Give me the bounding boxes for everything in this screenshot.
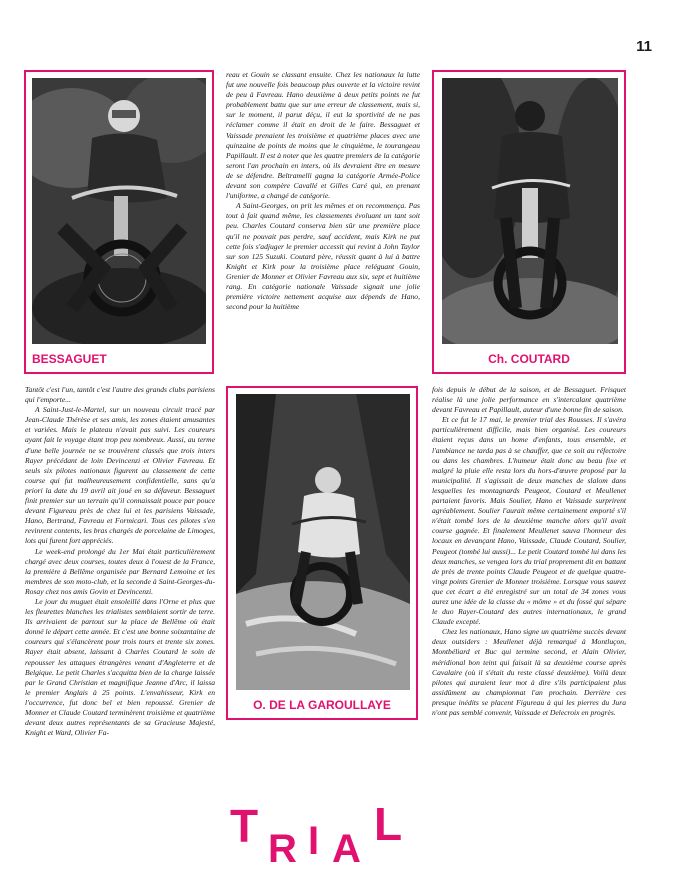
paragraph: Le week-end prolongé du 1er Mai était particulièrement chargé avec deux courses, toutes deux à l'ouest de la France, la première à Bellême organisée par Bernard Lemoine et les membres de son moto-club, et la seconde à Saint-Georges-du-Rosay chez nos amis Govin et Devincenzi. [25,546,215,596]
trial-letter-t: T [230,800,259,852]
paragraph: fois depuis le début de la saison, et de Bessaguet. Frisquet réalise là une jolie performance en s'intercalant quatrième devant Favreau et Papillault, auteur d'une bonne fin de saison. [432,385,626,415]
paragraph: A Saint-Just-le-Martel, sur un nouveau circuit tracé par Jean-Claude Thérèse et ses amis, les zones étaient amusantes et variées. Mais le plateau n'avait pas suivi. Les coureurs ayant fait le voyage étant trop peu nombreux. Aussi, au terme d'une belle journée ne se trouvèrent classés que trois inters Rayer précédant de loin Devincenzi et Olivier Favreau. Et seuls six pilotes nationaux figurent au classement de cette course qui fut malheureusement confidentielle, sans qu'a priori la date du 19 avril ait joué en sa défaveur. Bessaguet finit premier sur un terrain qu'il connaissait pouce par pouce devant Figureau près de chez lui et les parisiens Vaissade, Hano, Bertrand, Favreau et Formicari. Tous ces pilotes s'en revinrent contents, les bras chargés de porcelaine de Limoges, lots qui furent fort appréciés. [25,405,215,546]
paragraph: reau et Gouin se classant ensuite. Chez les nationaux la lutte fut une nouvelle fois beaucoup plus ouverte et la victoire revint de peu à Favreau. Hano deuxième à deux petits points ne fut probablement battu que sur une erreur de classement, mais si, sur le moment, il parut déçu, il eut la sportivité de ne pas réclamer comme il était en droit de le faire. Bessaguet et Vaissade prenaient les troisième et quatrième places avec une quinzaine de points de moins que le cinquième, le tourangeau Papillault. Il est à noter que les quatre premiers de la catégorie seront l'an prochain en inters, où ils devraient être en mesure de se défendre. Beltramelli gagna la catégorie Armée-Police devant son compère Cavallé et Gilles Caré qui, en prenant l'uniforme, a changé de catégorie. [226,70,420,201]
paragraph: Et ce fut le 17 mai, le premier trial des Rousses. Il s'avéra particulièrement difficile, mais bien organisé. Les coureurs étaient reçus dans un home d'enfants, tous ensemble, et l'ambiance ne tarda pas à se chauffer, que ce soit au réfectoire ou dans les chambres. L'humeur était donc au beau fixe et malgré la pluie elle resta lors du hors-d'œuvre proposé par la municipalité. Il s'agissait de deux manches de slalom dans lesquelles les montagnards Peugeot, Coutard et Meullenet partaient favoris. Mais Soulier, Hano et Vaissade surprirent agréablement. Soulier l'aurait même certainement emporté s'il n'était tombé lors de la deuxième manche alors qu'il avait course gagnée. Et finalement Meullenet sauva l'honneur des locaux en devançant Hano, Vaissade, Claude Coutard, Soulier, Peugeot (tombé lui aussi)... Le petit Coutard tombé lui dans les deux manches, se vengea lors du trial proprement dit en battant de près de trente points Claude Peugeot et de quelque quatre-vingt points Grenier de Monner troisième. Lorsque vous saurez que cet écart a été enregistré sur un total de 34 zones vous aurez une idée de la classe du « môme » et du fossé qui sépare le duo Rayer-Coutard des autres internationaux, le grand Claude excepté. [432,415,626,627]
trial-letter-a: A [332,827,361,866]
caption-coutard: Ch. COUTARD [488,352,570,366]
photo-coutard [442,78,618,344]
article-column-left-bottom [25,385,215,875]
article-column-right-bottom [432,385,626,875]
paragraph: Le jour du muguet était ensoleillé dans l'Orne et plus que les fleurettes blanches les trialistes semblaient sortir de terre. Ils arrivaient de partout sur la place de Bellême où était donné le départ cette année. Et c'est une bonne soixantaine de coureurs qui s'élancèrent pour trois tours et trente six zones. Rayer était absent, laissant à Charles Coutard le soin de repousser les attaques étrangères venant d'Angleterre et de Belgique. Le petit Charles s'acquitta bien de la charge laissée par le Grand Christian et magnifique Jeanne d'Arc, il laissa le premier Anglais à 25 points. L'envahisseur, Kirk en l'occurrence, fut donc bel et bien repoussé. Grenier de Monner et Claude Coutard terminèrent troisième et quatrième devant deux autres représentants de sa Gracieuse Majesté, Knight et Ward, Olivier Fa- [25,596,215,738]
photo-coutard-frame [432,70,626,374]
trial-letter-r: R [268,827,297,866]
article-column-middle-top [226,70,420,380]
photo-bessaguet [32,78,206,344]
photo-garoullaye-frame [226,386,418,720]
caption-garoullaye: O. DE LA GAROULLAYE [253,698,391,712]
trial-letter-i: I [308,819,320,863]
paragraph: Tantôt c'est l'un, tantôt c'est l'autre des grands clubs parisiens qui l'emporte... [25,385,215,405]
paragraph: A Saint-Georges, on prit les mêmes et on recommença. Pas tout à fait quand même, les classements évoluant un tant soit peu. Charles Coutard conserva bien sûr une première place qu'il ne pouvait pas perdre, sauf accident, mais Kirk ne put cette fois s'adjuger le premier accessit qui revint à John Taylor sur son 125 Suzuki. Coutard père, réussit quant à lui à battre Knight et Kirk pour la troisième place reléguant Gouin, Grenier de Monner et Olivier Favreau aux six, sept et huitième rang. En catégorie nationale Vaissade signait une jolie première victoire nettement acquise aux dépends de Hano, second pour la huitième [226,201,420,312]
page-number: 11 [636,38,652,55]
trial-letter-l: L [374,798,403,850]
trial-title [228,796,414,866]
paragraph: Chez les nationaux, Hano signe un quatrième succès devant deux outsiders : Meullenet déjà remarqué à Montluçon, Montbéliard et Buc qui termine second, et Alain Olivier, méridional bon teint qui faisait là sa deuxième course après Cavalaire (où il s'était du reste classé deuxième). Voilà deux pilotes qui auraient leur mot à dire s'ils participaient plus assidûment au championnat l'an prochain. Derrière ces presque inédits se placent Figureau à qui les pierres du Jura n'ont pas semblé convenir, Vaissade et Delecroix en progrès. [432,627,626,717]
caption-bessaguet: BESSAGUET [32,352,107,366]
photo-garoullaye [236,394,410,690]
photo-bessaguet-frame [24,70,214,374]
